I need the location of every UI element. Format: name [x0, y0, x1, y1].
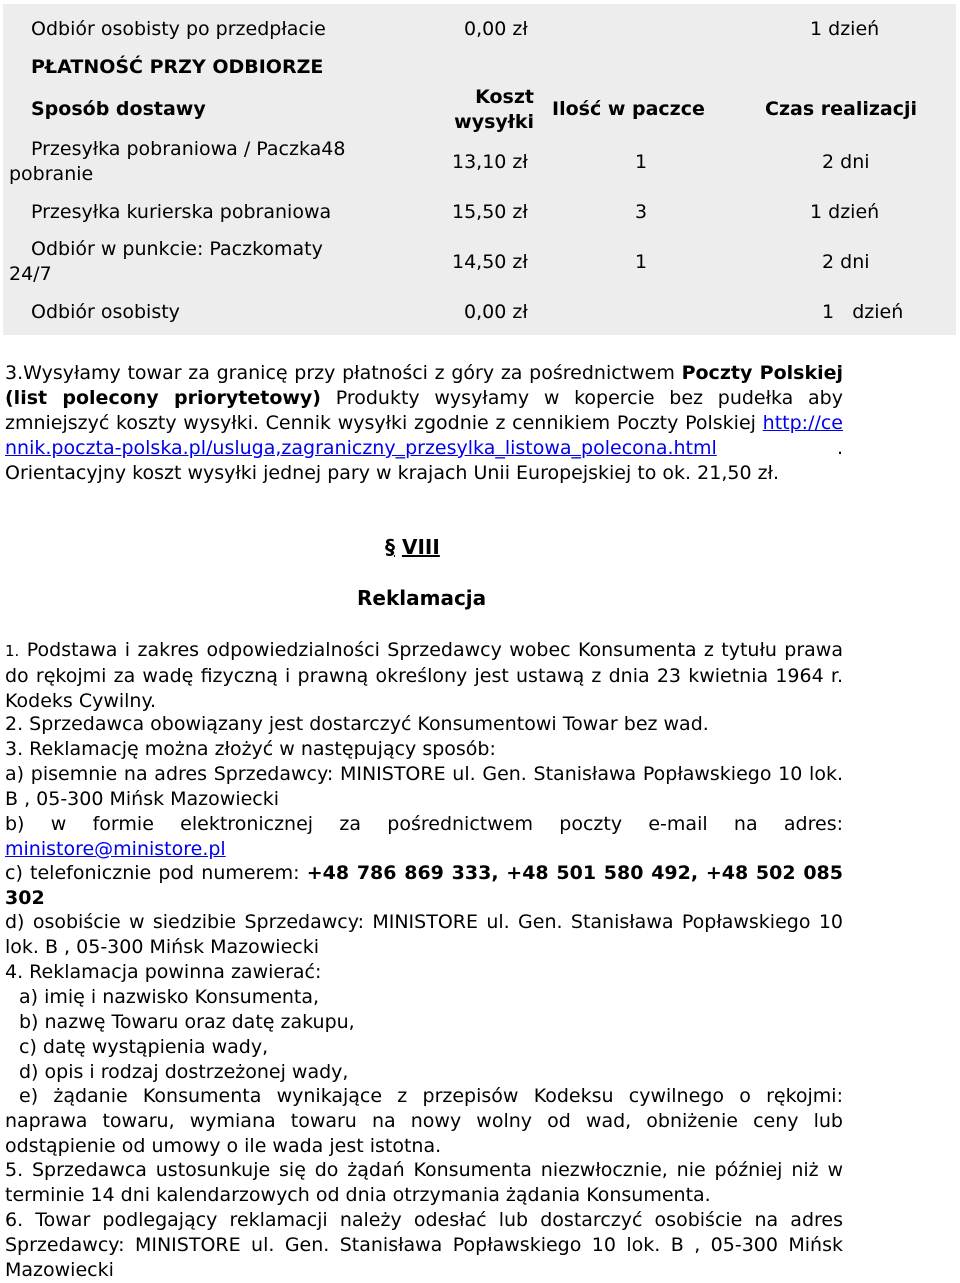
section-number — [385, 535, 440, 559]
row-qty: 3 — [635, 201, 648, 223]
requirement-a: a) imię i nazwisko Konsumenta, — [19, 986, 320, 1008]
complaint-point-6: 6. Towar podlegający reklamacji należy odesłać lub dostarczyć osobiście na adres Sprzedawcy: MINISTORE ul. Gen. Stanisława Popławskiego 10 lok. B , 05-300 Mińsk Mazowiecki — [5, 1209, 843, 1281]
paragraph-bold: Poczty Polskiej (list polecony priorytetowy) — [5, 362, 843, 409]
prepaid-pickup-cost: 0,00 zł — [464, 18, 528, 40]
shipping-table — [3, 4, 956, 335]
row-qty: 1 — [635, 151, 648, 173]
international-shipping-paragraph — [5, 361, 843, 486]
complaint-option-d: d) osobiście w siedzibie Sprzedawcy: MINISTORE ul. Gen. Stanisława Popławskiego 10 lok. B , 05-300 Mińsk Mazowiecki — [5, 911, 843, 958]
option-c-text: c) telefonicznie pod numerem: — [5, 862, 307, 884]
complaint-point-2: 2. Sprzedawca obowiązany jest dostarczyć Konsumentowi Towar bez wad. — [5, 713, 709, 735]
row-time: 2 dni — [822, 251, 870, 273]
prepaid-pickup-time: 1 dzień — [810, 18, 880, 40]
row-time: 1 dzień — [822, 301, 904, 323]
complaint-point-3: 3. Reklamację można złożyć w następujący sposób: — [5, 738, 496, 760]
section-roman-number: VIII — [401, 535, 440, 559]
header-cost-line1: Koszt — [475, 86, 534, 108]
row-method-line1: Odbiór w punkcie: Paczkomaty — [31, 238, 323, 260]
row-method-line1: Odbiór osobisty — [31, 301, 180, 323]
paragraph-middle: Produkty wysyłamy w kopercie bez pudełka aby zmniejszyć koszty wysyłki. Cennik wysyłki zgodnie z cennikiem Poczty Polskiej — [5, 387, 843, 434]
complaint-option-b — [5, 812, 843, 862]
cod-section-title: PŁATNOŚĆ PRZY ODBIORZE — [31, 56, 324, 78]
header-time: Czas realizacji — [765, 98, 918, 120]
header-qty: Ilość w paczce — [552, 98, 705, 120]
row-method-line2: 24/7 — [9, 263, 52, 285]
complaint-point-1 — [5, 638, 843, 714]
row-method-line1: Przesyłka kurierska pobraniowa — [31, 201, 332, 223]
phone-numbers: +48 786 869 333, +48 501 580 492, +48 502 085 302 — [5, 862, 843, 909]
paragraph-tail: . Orientacyjny koszt wysyłki jednej pary w krajach Unii Europejskiej to ok. 21,50 zł. — [5, 437, 843, 484]
header-cost-line2: wysyłki — [454, 111, 534, 133]
complaint-option-c — [5, 861, 843, 911]
prepaid-pickup-method: Odbiór osobisty po przedpłacie — [31, 18, 326, 40]
requirement-d: d) opis i rodzaj dostrzeżonej wady, — [19, 1061, 349, 1083]
row-time: 2 dni — [822, 151, 870, 173]
row-cost: 13,10 zł — [452, 151, 528, 173]
complaint-point-4: 4. Reklamacja powinna zawierać: — [5, 961, 322, 983]
option-b-text: b) w formie elektronicznej za pośrednictwem poczty e-mail na adres: — [5, 813, 843, 835]
paragraph-lead: 3.Wysyłamy towar za granicę przy płatności z góry za pośrednictwem — [5, 362, 682, 384]
row-cost: 14,50 zł — [452, 251, 528, 273]
price-list-link[interactable]: http://cennik.poczta-polska.pl/usluga,zagraniczny_przesylka_listowa_polecona.html — [5, 412, 843, 459]
section-mark: § — [385, 535, 395, 559]
point-number: 1. — [5, 642, 20, 660]
row-cost: 0,00 zł — [464, 301, 528, 323]
section-title: Reklamacja — [357, 586, 487, 610]
requirement-c: c) datę wystąpienia wady, — [19, 1036, 269, 1058]
row-qty: 1 — [635, 251, 648, 273]
complaint-option-a: a) pisemnie na adres Sprzedawcy: MINISTORE ul. Gen. Stanisława Popławskiego 10 lok. B , 05-300 Mińsk Mazowiecki — [5, 763, 843, 810]
row-method-line1: Przesyłka pobraniowa / Paczka48 — [31, 138, 346, 160]
email-link[interactable]: ministore@ministore.pl — [5, 838, 226, 860]
complaint-point-5: 5. Sprzedawca ustosunkuje się do żądań Konsumenta niezwłocznie, nie później niż w terminie 14 dni kalendarzowych od dnia otrzymania żądania Konsumenta. — [5, 1159, 843, 1206]
row-cost: 15,50 zł — [452, 201, 528, 223]
header-method: Sposób dostawy — [31, 98, 206, 120]
point-text: Podstawa i zakres odpowiedzialności Sprzedawcy wobec Konsumenta z tytułu prawa do rękojmi za wadę fizyczną i prawną określony jest ustawą z dnia 23 kwietnia 1964 r. Kodeks Cywilny. — [5, 639, 843, 712]
row-time: 1 dzień — [810, 201, 880, 223]
row-method-line2: pobranie — [9, 163, 94, 185]
requirement-e: e) żądanie Konsumenta wynikające z przepisów Kodeksu cywilnego o rękojmi: naprawa towaru, wymiana towaru na nowy wolny od wad, obniżenie ceny lub odstąpienie od umowy o ile wada jest istotna. — [5, 1085, 843, 1157]
requirement-b: b) nazwę Towaru oraz datę zakupu, — [19, 1011, 355, 1033]
